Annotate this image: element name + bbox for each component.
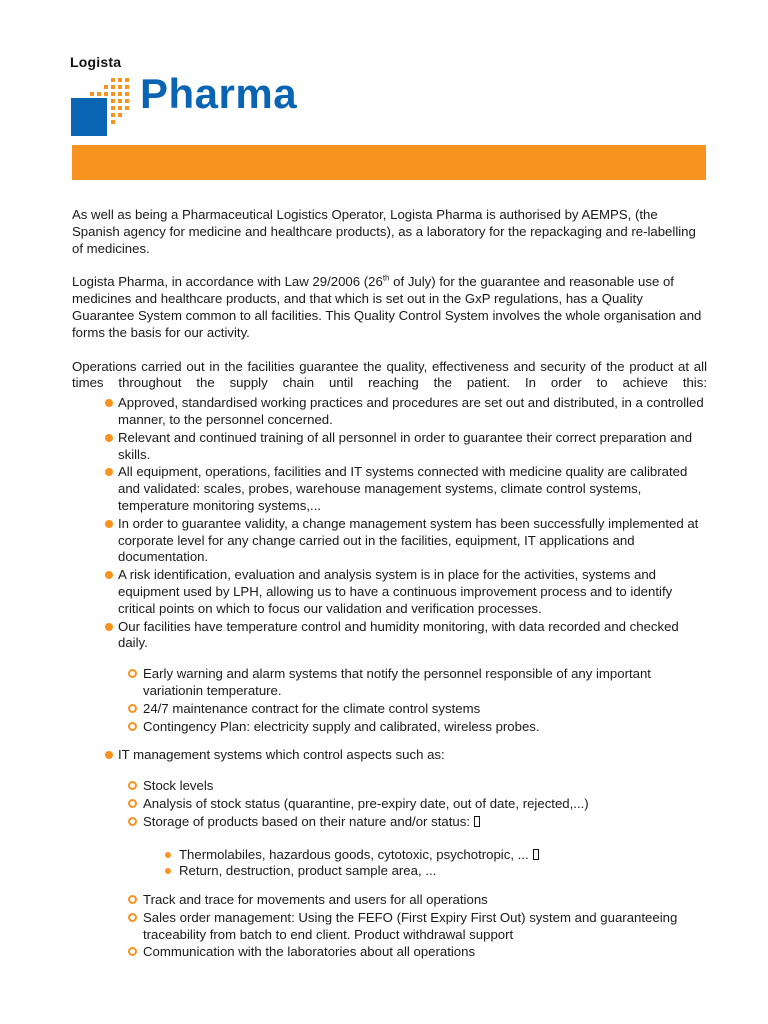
ring-bullet-icon xyxy=(128,913,137,922)
intro-paragraph: As well as being a Pharmaceutical Logistics Operator, Logista Pharma is authorised by AEMPS, (the Spanish agency for medicine and healthcare products), as a laboratory for the repackaging and re-labelling of medicines. xyxy=(72,207,696,256)
storage-sublist xyxy=(143,847,707,881)
small-bullet-icon xyxy=(165,868,171,874)
list-item xyxy=(72,430,707,464)
temperature-sublist xyxy=(118,666,707,735)
subsublist-item xyxy=(143,847,707,864)
quality-paragraph-part-b: of July) for the guarantee and reasonable use of medicines and healthcare products, and that which is set out in the GxP regulations, has a Quality Guarantee System common to all facilities. This Quality Control System involves the whole organisation and forms the basis for our activity. xyxy=(72,274,702,340)
logo-dot-grid-icon xyxy=(70,74,132,136)
sublist-item xyxy=(118,719,707,736)
sublist-item xyxy=(118,892,707,909)
logo-wordmark-small: Logista xyxy=(70,54,122,70)
quality-paragraph xyxy=(72,274,707,341)
list-item xyxy=(72,516,707,566)
list-item xyxy=(72,619,707,736)
sublist-item-text: Contingency Plan: electricity supply and calibrated, wireless probes. xyxy=(143,718,540,734)
sublist-item xyxy=(118,778,707,795)
ring-bullet-icon xyxy=(128,781,137,790)
orange-banner xyxy=(72,145,706,180)
bullet-icon xyxy=(105,520,113,528)
document-body xyxy=(72,207,707,973)
sublist-item xyxy=(118,814,707,880)
list-item-text: In order to guarantee validity, a change management system has been successfully implemented at corporate level for any change carried out in the facilities, equipment, IT applications and documentation. xyxy=(118,515,699,565)
sublist-item-text: Sales order management: Using the FEFO (First Expiry First Out) system and guaranteeing traceability from batch to end client. Product withdrawal support xyxy=(143,909,678,942)
list-item-text: All equipment, operations, facilities and IT systems connected with medicine quality are calibrated and validated: scales, probes, warehouse management systems, climate control systems, temperature monitoring systems,... xyxy=(118,464,688,513)
quality-paragraph-part-a: Logista Pharma, in accordance with Law 29/2006 (26 xyxy=(72,274,383,290)
bullet-icon xyxy=(105,571,113,579)
ring-bullet-icon xyxy=(128,799,137,808)
sublist-item-text: Communication with the laboratories about all operations xyxy=(143,944,476,960)
bullet-icon xyxy=(105,399,113,407)
list-item-text: Our facilities have temperature control and humidity monitoring, with data recorded and checked daily. xyxy=(118,618,679,651)
placeholder-box-icon xyxy=(474,816,480,827)
sublist-item-text: Track and trace for movements and users for all operations xyxy=(143,892,488,908)
sublist-item-text: Storage of products based on their nature and/or status: xyxy=(143,813,470,829)
ring-bullet-icon xyxy=(128,722,137,731)
logo-wordmark-pharma: Pharma xyxy=(140,70,298,117)
sublist-item-text: Early warning and alarm systems that notify the personnel responsible of any important variationin temperature. xyxy=(143,666,651,698)
bullet-icon xyxy=(105,434,113,442)
bullet-icon xyxy=(105,751,113,759)
placeholder-box-icon xyxy=(533,849,539,860)
superscript-th: th xyxy=(382,274,390,283)
sublist-item xyxy=(118,666,707,700)
main-bullet-list xyxy=(72,395,707,961)
ring-bullet-icon xyxy=(128,947,137,956)
bullet-icon xyxy=(105,468,113,476)
sublist-item xyxy=(118,910,707,944)
operations-paragraph: Operations carried out in the facilities guarantee the quality, effectiveness and security of the product at all times throughout the supply chain until reaching the patient. In order to achieve this: xyxy=(72,358,707,391)
subsublist-item-text: Thermolabiles, hazardous goods, cytotoxic, psychotropic, ... xyxy=(179,846,529,862)
logista-pharma-logo xyxy=(70,54,330,136)
ring-bullet-icon xyxy=(128,669,137,678)
ring-bullet-icon xyxy=(128,704,137,713)
list-item-text: A risk identification, evaluation and analysis system is in place for the activities, systems and equipment used by LPH, allowing us to have a continuous improvement process and to identify critical points on which to focus our validation and verification processes. xyxy=(118,567,673,616)
sublist-item xyxy=(118,944,707,961)
sublist-item-text: Stock levels xyxy=(143,778,214,794)
list-item xyxy=(72,395,707,429)
bullet-icon xyxy=(105,623,113,631)
it-sublist xyxy=(118,778,707,961)
subsublist-item xyxy=(143,863,707,880)
ring-bullet-icon xyxy=(128,895,137,904)
list-item-text: Relevant and continued training of all personnel in order to guarantee their correct preparation and skills. xyxy=(118,429,693,462)
sublist-item xyxy=(118,796,707,813)
sublist-item-text: Analysis of stock status (quarantine, pre-expiry date, out of date, rejected,...) xyxy=(143,795,589,811)
sublist-item-text: 24/7 maintenance contract for the climate control systems xyxy=(143,700,481,716)
list-item xyxy=(72,464,707,514)
list-item xyxy=(72,747,707,961)
list-item-text: IT management systems which control aspects such as: xyxy=(118,747,445,763)
list-item xyxy=(72,567,707,617)
ring-bullet-icon xyxy=(128,817,137,826)
list-item-text: Approved, standardised working practices and procedures are set out and distributed, in a controlled manner, to the personnel concerned. xyxy=(118,395,704,427)
sublist-item xyxy=(118,701,707,718)
subsublist-item-text: Return, destruction, product sample area, ... xyxy=(179,863,437,879)
small-bullet-icon xyxy=(165,852,171,858)
